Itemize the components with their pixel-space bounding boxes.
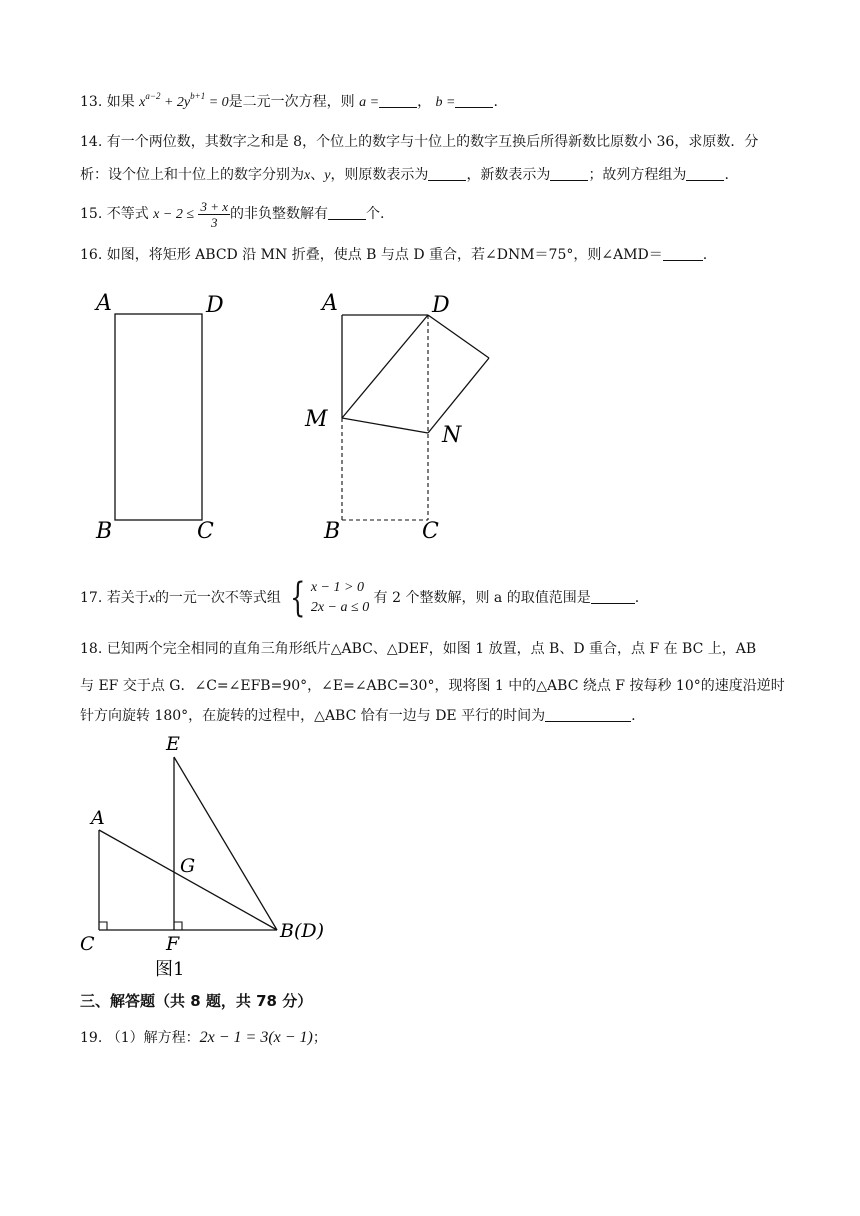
fig18-label-E: E bbox=[166, 733, 180, 755]
question-17 bbox=[80, 574, 639, 622]
fig16-D-flap bbox=[428, 315, 489, 358]
q15-unit: 个. bbox=[366, 206, 385, 222]
q15-lhs: x − 2 ≤ bbox=[153, 207, 195, 222]
q15-fraction bbox=[198, 199, 230, 230]
fig16-label-A2: A bbox=[322, 291, 338, 316]
q14-blank-2[interactable] bbox=[550, 166, 588, 181]
q17-mid: 的一元一次不等式组 bbox=[154, 590, 281, 606]
question-14-line1: 14. 有一个两位数，其数字之和是 8，个位上的数字与十位上的数字互换后所得新数比原数小 36，求原数．分 bbox=[80, 134, 759, 150]
question-18-line1: 18. 已知两个完全相同的直角三角形纸片△ABC、△DEF，如图 1 放置，点 B、D 重合，点 F 在 BC 上，AB bbox=[80, 641, 757, 657]
q17-row1: x − 1 > 0 bbox=[310, 580, 364, 595]
q13-blank-a[interactable] bbox=[379, 93, 417, 108]
q13-a-label: a = bbox=[359, 95, 380, 110]
q14-text-c: ，新数表示为 bbox=[466, 167, 551, 183]
fig16-label-D2: D bbox=[432, 293, 450, 318]
question-19 bbox=[80, 1028, 327, 1048]
q17-system bbox=[285, 574, 369, 622]
question-18-line2: 与 EF 交于点 G．∠C=∠EFB=90°，∠E=∠ABC=30°，现将图 1 中的△ABC 绕点 F 按每秒 10°的速度沿逆时 bbox=[80, 678, 785, 694]
q15-post: 的非负整数解有 bbox=[230, 206, 329, 222]
q15-denominator: 3 bbox=[211, 214, 218, 230]
fig18-label-A: A bbox=[91, 807, 105, 829]
fig16-left-rect bbox=[115, 314, 202, 520]
fig16-N-flap bbox=[428, 358, 489, 433]
fig18-AB bbox=[99, 830, 277, 930]
q14-blank-3[interactable] bbox=[686, 166, 724, 181]
q13-pre: 如果 bbox=[106, 94, 135, 110]
fig18-right-angle-C bbox=[99, 922, 107, 930]
q16-text: 16. 如图，将矩形 ABCD 沿 MN 折叠，使点 B 与点 D 重合，若∠DNM＝75°，则∠AMD＝ bbox=[80, 247, 663, 263]
q13-b-label: b = bbox=[435, 95, 456, 110]
q13-equation: $x^{a-2} + 2y^{b+1} = 0$ bbox=[139, 91, 229, 110]
fig16-MN bbox=[342, 418, 428, 433]
q14-text-a: 析：设个位上和十位上的数字分别为 bbox=[80, 167, 304, 183]
q17-brace: { bbox=[290, 575, 306, 621]
fig16-label-B1: B bbox=[96, 519, 113, 544]
q19-end: ； bbox=[312, 1030, 327, 1046]
fig16-label-C1: C bbox=[197, 519, 214, 544]
q14-blank-1[interactable] bbox=[428, 166, 466, 181]
q17-blank[interactable] bbox=[591, 589, 635, 604]
q13-sep: ， bbox=[417, 94, 432, 110]
q19-equation: 2x − 1 = 3(x − 1) bbox=[199, 1029, 313, 1046]
fig18-label-C: C bbox=[80, 933, 95, 955]
q14-text-d: ；故列方程组为 bbox=[588, 167, 687, 183]
q13-end: . bbox=[493, 94, 498, 110]
q14-var-y: y bbox=[324, 168, 331, 183]
fig16-label-C2: C bbox=[422, 519, 439, 544]
question-15 bbox=[80, 196, 384, 232]
fig18-caption: 图1 bbox=[155, 959, 185, 980]
fig18-EB bbox=[174, 757, 277, 930]
q14-end: . bbox=[724, 167, 729, 183]
q14-var-x: x bbox=[304, 168, 311, 183]
fig18-label-BD: B(D) bbox=[280, 920, 325, 942]
section-3-heading: 三、解答题（共 8 题，共 78 分） bbox=[80, 992, 313, 1010]
fig16-label-N: N bbox=[442, 423, 462, 448]
q13-eq-tail: 是二元一次方程，则 bbox=[228, 94, 355, 110]
q17-post: 有 2 个整数解，则 a 的取值范围是 bbox=[373, 590, 591, 606]
q17-pre: 17. 若关于 bbox=[80, 590, 149, 606]
fig16-label-B2: B bbox=[324, 519, 341, 544]
q13-blank-b[interactable] bbox=[455, 93, 493, 108]
q18-blank[interactable] bbox=[545, 707, 631, 722]
q17-rows bbox=[311, 578, 369, 618]
fig18-label-F: F bbox=[166, 933, 180, 955]
q15-blank[interactable] bbox=[328, 205, 366, 220]
question-13 bbox=[80, 92, 498, 113]
q16-blank[interactable] bbox=[663, 246, 703, 261]
q17-var: x bbox=[148, 591, 155, 606]
q13-number: 13. bbox=[80, 94, 103, 110]
q14-text-b: ，则原数表示为 bbox=[330, 167, 429, 183]
q14-sep: 、 bbox=[310, 167, 325, 183]
fig16-label-A1: A bbox=[96, 291, 112, 316]
fig16-label-D1: D bbox=[206, 293, 224, 318]
q17-end: . bbox=[634, 590, 640, 606]
q18-text: 针方向旋转 180°，在旋转的过程中，△ABC 恰有一边与 DE 平行的时间为 bbox=[80, 708, 546, 724]
q15-pre: 15. 不等式 bbox=[80, 206, 149, 222]
fig18-right-angle-F bbox=[174, 922, 182, 930]
q17-row2: 2x − a ≤ 0 bbox=[310, 600, 370, 615]
q15-numerator: 3 + x bbox=[200, 198, 229, 214]
q16-end: . bbox=[702, 247, 708, 263]
question-14-line2 bbox=[80, 165, 729, 186]
figure-16 bbox=[0, 280, 560, 550]
fig16-MD bbox=[342, 315, 428, 418]
q18-end: . bbox=[631, 708, 636, 724]
fig18-label-G: G bbox=[180, 855, 196, 877]
question-18-line3 bbox=[80, 706, 636, 726]
question-16 bbox=[80, 245, 707, 265]
fig16-label-M: M bbox=[305, 407, 328, 432]
q19-pre: 19. （1）解方程： bbox=[80, 1030, 200, 1046]
figure-18 bbox=[0, 725, 360, 985]
